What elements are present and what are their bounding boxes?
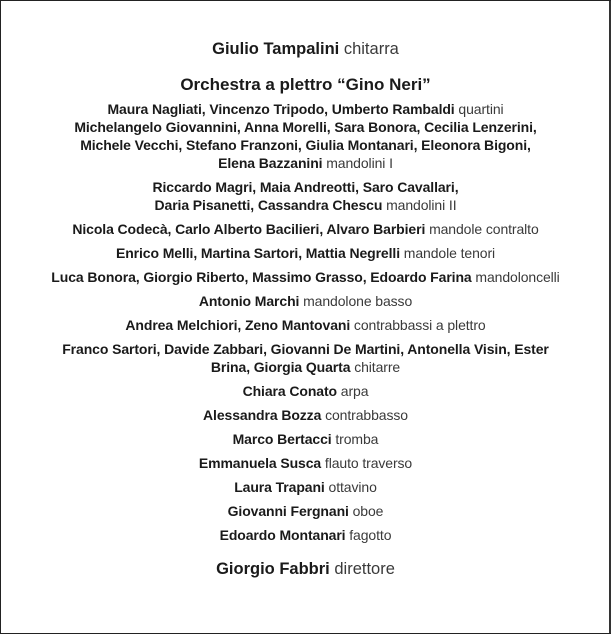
- section-group: [1, 430, 610, 448]
- performer-names: Maura Nagliati, Vincenzo Tripodo, Umberto Rambaldi: [107, 101, 455, 117]
- instrument-role: contrabbassi a plettro: [353, 317, 486, 333]
- credit-line: [1, 100, 610, 118]
- performer-names: Michele Vecchi, Stefano Franzoni, Giulia Montanari, Eleonora Bigoni,: [80, 137, 531, 153]
- performer-names: Enrico Melli, Martina Sartori, Mattia Negrelli: [115, 245, 400, 261]
- instrument-role: mandoloncelli: [475, 269, 560, 285]
- performer-names: Nicola Codecà, Carlo Alberto Bacilieri, Alvaro Barbieri: [72, 221, 426, 237]
- instrument-role: mandolone basso: [303, 293, 413, 309]
- performer-names: Marco Bertacci: [232, 431, 332, 447]
- credit-line: [1, 136, 610, 154]
- performer-names: Michelangelo Giovannini, Anna Morelli, Sara Bonora, Cecilia Lenzerini,: [74, 119, 537, 135]
- section-group: [1, 268, 610, 286]
- instrument-role: flauto traverso: [324, 455, 413, 471]
- credit-line: [1, 196, 610, 214]
- section-group: [1, 340, 610, 376]
- credit-line: [1, 406, 610, 424]
- section-group: [1, 292, 610, 310]
- performer-names: Luca Bonora, Giorgio Riberto, Massimo Grasso, Edoardo Farina: [51, 269, 472, 285]
- credit-line: [1, 154, 610, 172]
- credit-line: [1, 316, 610, 334]
- instrument-role: arpa: [340, 383, 369, 399]
- soloist-role: chitarra: [343, 40, 399, 58]
- soloist-name: Giulio Tampalini: [212, 40, 340, 58]
- credit-line: [1, 244, 610, 262]
- credit-line: [1, 526, 610, 544]
- section-group: [1, 454, 610, 472]
- section-group: [1, 178, 610, 214]
- credits-list: [1, 38, 610, 580]
- section-group: [1, 316, 610, 334]
- instrument-role: mandolini I: [326, 155, 393, 171]
- performer-names: Edoardo Montanari: [219, 527, 346, 543]
- section-group: [1, 526, 610, 544]
- credit-line: [1, 292, 610, 310]
- instrument-role: ottavino: [328, 479, 377, 495]
- instrument-role: contrabbasso: [325, 407, 408, 423]
- credit-line: [1, 430, 610, 448]
- performer-names: Riccardo Magri, Maia Andreotti, Saro Cavallari,: [152, 179, 459, 195]
- section-group: [1, 382, 610, 400]
- section-group: [1, 502, 610, 520]
- instrument-role: mandolini II: [386, 197, 457, 213]
- section-group: [1, 478, 610, 496]
- credit-line: [1, 340, 610, 358]
- section-group: [1, 406, 610, 424]
- instrument-role: mandole tenori: [403, 245, 496, 261]
- credit-line: [1, 268, 610, 286]
- credit-line: [1, 358, 610, 376]
- credit-line: [1, 178, 610, 196]
- conductor-name: Giorgio Fabbri: [216, 560, 330, 578]
- soloist-line: [1, 38, 610, 60]
- credit-line: [1, 454, 610, 472]
- performer-names: Andrea Melchiori, Zeno Mantovani: [125, 317, 351, 333]
- orchestra-sections: [1, 100, 610, 544]
- conductor-role: direttore: [334, 560, 395, 578]
- performer-names: Daria Pisanetti, Cassandra Chescu: [154, 197, 383, 213]
- section-group: [1, 100, 610, 172]
- conductor-line: [1, 558, 610, 580]
- instrument-role: tromba: [335, 431, 379, 447]
- performer-names: Franco Sartori, Davide Zabbari, Giovanni De Martini, Antonella Visin, Ester: [62, 341, 549, 357]
- performer-names: Laura Trapani: [234, 479, 325, 495]
- instrument-role: oboe: [352, 503, 384, 519]
- credit-line: [1, 220, 610, 238]
- credit-line: [1, 382, 610, 400]
- performer-names: Chiara Conato: [242, 383, 337, 399]
- performer-names: Elena Bazzanini: [218, 155, 323, 171]
- section-group: [1, 220, 610, 238]
- performer-names: Giovanni Fergnani: [227, 503, 349, 519]
- credit-line: [1, 502, 610, 520]
- instrument-role: quartini: [458, 101, 504, 117]
- instrument-role: fagotto: [349, 527, 392, 543]
- performer-names: Brina, Giorgia Quarta: [210, 359, 351, 375]
- credit-line: [1, 118, 610, 136]
- performer-names: Alessandra Bozza: [203, 407, 322, 423]
- credit-line: [1, 478, 610, 496]
- instrument-role: mandole contralto: [429, 221, 539, 237]
- orchestra-title: Orchestra a plettro “Gino Neri”: [180, 75, 431, 94]
- performer-names: Antonio Marchi: [198, 293, 300, 309]
- performer-names: Emmanuela Susca: [198, 455, 322, 471]
- section-group: [1, 244, 610, 262]
- instrument-role: chitarre: [354, 359, 401, 375]
